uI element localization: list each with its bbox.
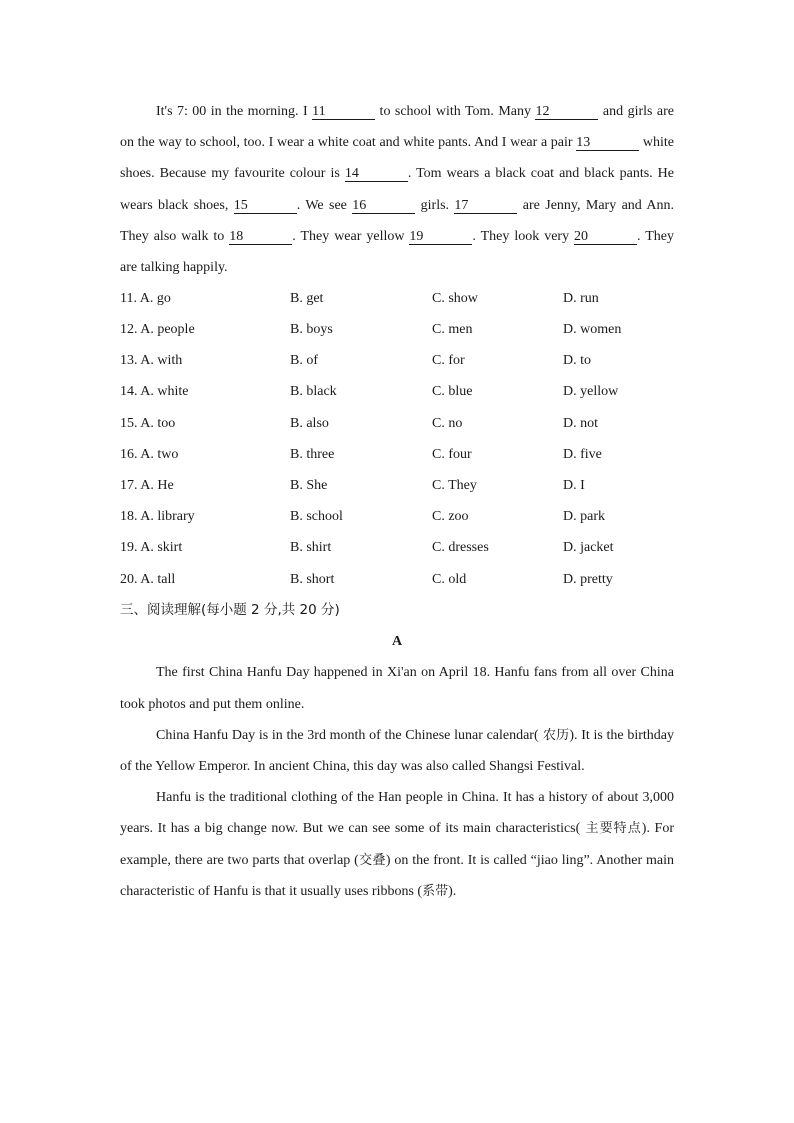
para3-cjk-3: 系带: [422, 883, 449, 899]
option-c: C. four: [432, 446, 472, 462]
option-d: D. jacket: [563, 540, 614, 556]
option-d: D. women: [563, 322, 622, 337]
option-c: C. dresses: [432, 540, 489, 556]
cloze-text-7: girls.: [415, 197, 455, 213]
cloze-text-9: . They wear yellow: [292, 228, 410, 244]
para2-cjk: 农历: [538, 727, 570, 743]
option-b: B. also: [290, 415, 329, 431]
para3-cjk-2: 交叠: [358, 852, 386, 868]
passage-label: A: [391, 634, 403, 650]
reading-paragraph-2: [120, 720, 674, 782]
option-c: C. for: [432, 353, 465, 369]
para3-cjk-1: 主要特点: [580, 821, 642, 837]
question-row: [120, 283, 674, 314]
worksheet-page: [120, 96, 674, 907]
option-c: C. no: [432, 415, 463, 431]
blank-15: 15: [234, 198, 297, 214]
blank-13: 13: [576, 135, 639, 151]
option-b: B. black: [290, 384, 337, 400]
option-a: 20. A. tall: [120, 571, 176, 587]
option-b: B. three: [290, 446, 335, 462]
option-d: D. to: [563, 353, 591, 369]
reading-paragraph-1: The first China Hanfu Day happened in Xi'an on April 18. Hanfu fans from all over China took photos and put them online.: [120, 665, 674, 712]
blank-20: 20: [574, 229, 637, 245]
para2-text-b: ). It is the birthday of the Yellow Emperor. In ancient China, this day was also called Shangsi Festival.: [120, 727, 674, 775]
cloze-text-11: . They are talking happily.: [120, 228, 675, 276]
para3-text-b: ). For example, there are two parts that overlap (: [120, 821, 674, 868]
option-a: 12. A. people: [120, 322, 195, 337]
option-a: 14. A. white: [120, 384, 189, 400]
blank-14: 14: [345, 166, 408, 182]
para2-text-a: China Hanfu Day is in the 3rd month of the Chinese lunar calendar(: [156, 727, 539, 743]
option-a: 15. A. too: [120, 415, 176, 431]
cloze-text-3: and girls are on the way to school, too. I wear a white coat and white pants. And I wear a pair: [120, 104, 674, 151]
option-a: 13. A. with: [120, 353, 183, 369]
question-row: [120, 470, 674, 501]
option-b: B. of: [290, 353, 318, 369]
option-a: 17. A. He: [120, 477, 174, 493]
option-c: C. show: [432, 290, 478, 306]
option-a: 11. A. go: [120, 290, 171, 306]
question-row: [120, 408, 674, 439]
para3-text-c: ) on the front. It is called “jiao ling”. Another main characteristic of Hanfu is that it usually uses ribbons (: [120, 852, 674, 899]
para3-text-a: Hanfu is the traditional clothing of the Han people in China. It has a history of about 3,000 years. It has a big change now. But we can see some of its main characteristics(: [120, 790, 674, 837]
option-b: B. shirt: [290, 540, 332, 556]
cloze-text-4: white shoes. Because my favourite colour is: [120, 135, 674, 182]
blank-18: 18: [229, 229, 292, 245]
question-row: [120, 564, 674, 595]
cloze-text-8: are Jenny, Mary and Ann. They also walk to: [120, 197, 674, 244]
option-d: D. park: [563, 509, 605, 525]
question-row: [120, 314, 674, 345]
option-d: D. yellow: [563, 384, 619, 400]
blank-16: 16: [352, 198, 415, 214]
cloze-text-2: to school with Tom. Many: [375, 104, 536, 119]
blank-17: 17: [454, 198, 517, 214]
option-d: D. run: [563, 290, 599, 306]
para3-text-d: ).: [448, 883, 457, 899]
blank-12: 12: [535, 104, 598, 120]
blank-11: 11: [312, 104, 375, 120]
option-b: B. get: [290, 290, 324, 306]
option-c: C. They: [432, 477, 477, 493]
option-a: 16. A. two: [120, 446, 179, 462]
option-b: B. short: [290, 571, 335, 587]
cloze-text-1: It's 7: 00 in the morning. I: [156, 104, 313, 119]
option-c: C. old: [432, 571, 467, 587]
question-row: [120, 439, 674, 470]
option-c: C. zoo: [432, 509, 469, 525]
option-c: C. blue: [432, 384, 473, 400]
answer-options: [120, 283, 674, 595]
option-b: B. school: [290, 509, 343, 525]
option-d: D. I: [563, 477, 585, 493]
cloze-text-6: . We see: [296, 197, 353, 213]
option-d: D. not: [563, 415, 598, 431]
option-d: D. pretty: [563, 571, 613, 587]
question-row: [120, 502, 674, 533]
cloze-text-10: . They look very: [472, 228, 575, 244]
option-c: C. men: [432, 322, 473, 337]
cloze-text-5: . Tom wears a black coat and black pants. He wears black shoes,: [120, 166, 674, 213]
option-b: B. boys: [290, 322, 333, 337]
option-a: 19. A. skirt: [120, 540, 183, 556]
question-row: [120, 533, 674, 564]
blank-19: 19: [409, 229, 472, 245]
question-row: [120, 346, 674, 377]
cloze-passage: [120, 96, 674, 283]
option-a: 18. A. library: [120, 509, 195, 525]
question-row: [120, 377, 674, 408]
option-d: D. five: [563, 446, 602, 462]
section-heading: 三、阅读理解(每小题 2 分,共 20 分): [120, 602, 340, 619]
reading-paragraph-3: [120, 782, 674, 907]
option-b: B. She: [290, 477, 328, 493]
